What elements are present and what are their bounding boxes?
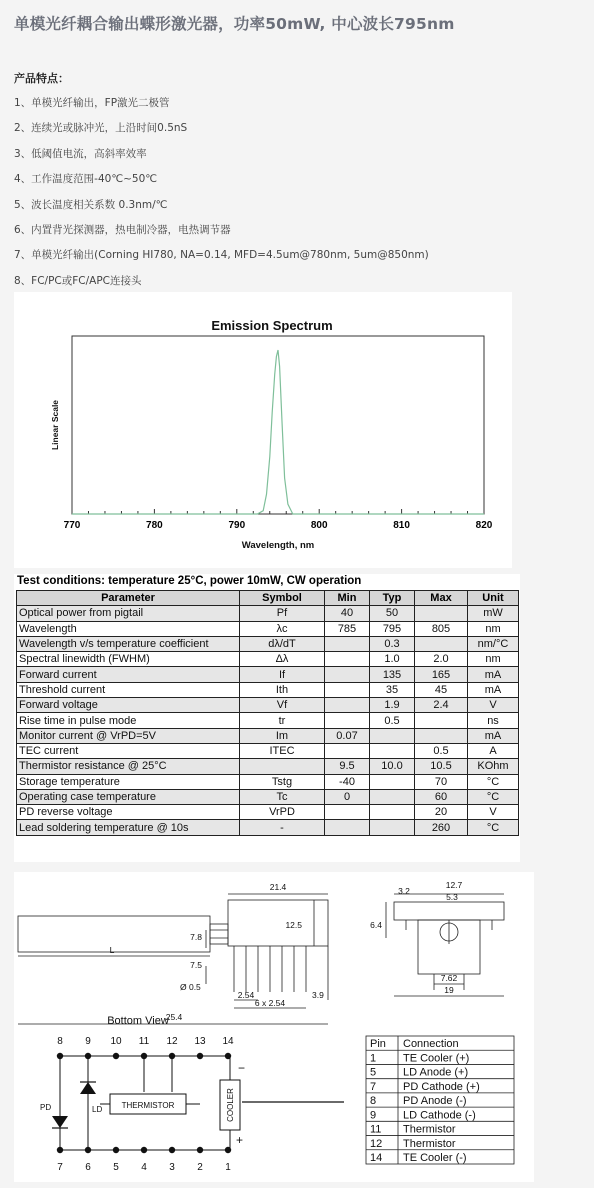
pin-number-top: 14 <box>222 1036 234 1047</box>
emission-spectrum-chart <box>14 292 512 568</box>
table-cell <box>325 805 370 820</box>
table-row <box>17 728 519 743</box>
table-cell <box>325 636 370 651</box>
table-cell: Optical power from pigtail <box>17 606 240 621</box>
table-cell: V <box>468 805 519 820</box>
table-cell <box>415 606 468 621</box>
table-cell: 805 <box>415 621 468 636</box>
table-cell <box>370 805 415 820</box>
table-cell <box>325 652 370 667</box>
test-conditions-panel <box>14 574 520 862</box>
plus-label: + <box>236 1133 244 1147</box>
pin-number-bottom: 6 <box>85 1162 91 1173</box>
pin-table-pin: 11 <box>370 1123 382 1136</box>
table-cell: 1.9 <box>370 698 415 713</box>
table-cell <box>325 743 370 758</box>
pin-number-bottom: 4 <box>141 1162 147 1173</box>
table-row <box>17 743 519 758</box>
table-cell: PD reverse voltage <box>17 805 240 820</box>
table-cell: A <box>468 743 519 758</box>
table-cell: Vf <box>240 698 325 713</box>
table-cell: VrPD <box>240 805 325 820</box>
table-cell: mW <box>468 606 519 621</box>
pin-table-pin: 9 <box>370 1109 377 1122</box>
pin-number-top: 8 <box>57 1036 63 1047</box>
table-row <box>17 606 519 621</box>
table-cell: mA <box>468 728 519 743</box>
table-cell: 35 <box>370 682 415 697</box>
table-cell: °C <box>468 820 519 835</box>
table-cell: ITEC <box>240 743 325 758</box>
table-cell <box>325 682 370 697</box>
diodes <box>52 1082 96 1128</box>
table-cell: dλ/dT <box>240 636 325 651</box>
table-row <box>17 759 519 774</box>
dim-7-5: 7.5 <box>190 960 202 970</box>
dim-5-3: 5.3 <box>446 892 458 902</box>
pin-table-pin: 1 <box>370 1052 377 1065</box>
table-cell: 70 <box>415 774 468 789</box>
table-cell: 795 <box>370 621 415 636</box>
feature-item: 6、内置背光探测器，热电制冷器，电热调节器 <box>14 223 231 236</box>
table-row <box>17 636 519 651</box>
mechanical-drawing <box>14 872 534 1182</box>
table-cell: Wavelength <box>17 621 240 636</box>
minus-label: − <box>238 1061 246 1075</box>
pd-label: PD <box>40 1103 52 1112</box>
table-cell: nm/°C <box>468 636 519 651</box>
table-cell: TEC current <box>17 743 240 758</box>
table-row <box>17 713 519 728</box>
table-cell: 165 <box>415 667 468 682</box>
column-header: Max <box>415 591 468 606</box>
table-cell: -40 <box>325 774 370 789</box>
table-cell: mA <box>468 667 519 682</box>
ld-diode-icon <box>80 1082 96 1094</box>
chart-title: Emission Spectrum <box>211 318 333 333</box>
pin-number-top: 9 <box>85 1036 91 1047</box>
table-cell: nm <box>468 621 519 636</box>
table-cell: 0 <box>325 789 370 804</box>
feature-item: 7、单模光纤输出(Corning HI780, NA=0.14, MFD=4.5um@780nm, 5um@850nm) <box>14 249 429 262</box>
pin-number-top: 11 <box>138 1036 150 1047</box>
table-cell: Threshold current <box>17 682 240 697</box>
table-cell <box>325 713 370 728</box>
table-cell: Operating case temperature <box>17 789 240 804</box>
table-cell: Monitor current @ VrPD=5V <box>17 728 240 743</box>
pin-table-connection: TE Cooler (-) <box>403 1152 467 1164</box>
pin-number-top: 10 <box>110 1036 122 1047</box>
dim-3-2: 3.2 <box>398 886 410 896</box>
spec-table <box>16 590 519 836</box>
pin-table-connection: PD Cathode (+) <box>403 1080 480 1093</box>
table-cell: 2.0 <box>415 652 468 667</box>
table-cell: Spectral linewidth (FWHM) <box>17 652 240 667</box>
features-list <box>14 93 429 296</box>
table-cell: Forward voltage <box>17 698 240 713</box>
pin-number-top: 13 <box>194 1036 206 1047</box>
table-cell: 785 <box>325 621 370 636</box>
table-cell <box>370 789 415 804</box>
pin-table-pin: 14 <box>370 1152 383 1164</box>
table-cell: 10.5 <box>415 759 468 774</box>
dim-0-5: Ø 0.5 <box>180 982 201 992</box>
column-header: Typ <box>370 591 415 606</box>
table-cell: Pf <box>240 606 325 621</box>
table-cell: 0.5 <box>370 713 415 728</box>
pin-table-pin: 7 <box>370 1080 377 1093</box>
dim-2-54: 2.54 <box>237 990 255 1000</box>
table-header-row <box>17 591 519 606</box>
table-cell: 9.5 <box>325 759 370 774</box>
table-row <box>17 667 519 682</box>
series-line <box>72 350 484 514</box>
table-cell: 0.5 <box>415 743 468 758</box>
end-flange <box>394 902 504 920</box>
table-row <box>17 652 519 667</box>
table-cell: Im <box>240 728 325 743</box>
feature-item: 1、单模光纤输出，FP激光二极管 <box>14 97 170 109</box>
x-tick-label: 820 <box>475 520 493 531</box>
pin-table-connection: PD Anode (-) <box>403 1095 467 1108</box>
pin-table-connection: LD Anode (+) <box>403 1066 469 1079</box>
table-cell: Lead soldering temperature @ 10s <box>17 820 240 835</box>
dim-12-5: 12.5 <box>285 920 302 930</box>
x-tick-label: 770 <box>63 520 81 531</box>
y-axis-label: Linear Scale <box>50 399 60 451</box>
feature-item: 5、波长温度相关系数 0.3nm/℃ <box>14 198 168 211</box>
table-cell <box>325 698 370 713</box>
table-cell: 260 <box>415 820 468 835</box>
table-cell <box>325 667 370 682</box>
pin-number-top: 12 <box>166 1036 178 1047</box>
table-cell: Tstg <box>240 774 325 789</box>
table-cell <box>370 743 415 758</box>
table-cell: 60 <box>415 789 468 804</box>
table-cell: nm <box>468 652 519 667</box>
table-cell: V <box>468 698 519 713</box>
table-cell: °C <box>468 774 519 789</box>
table-cell: 50 <box>370 606 415 621</box>
feature-item: 3、低阈值电流，高斜率效率 <box>14 147 147 160</box>
dim-6-4: 6.4 <box>370 920 382 930</box>
table-cell: °C <box>468 789 519 804</box>
table-cell: Δλ <box>240 652 325 667</box>
feature-item: 4、工作温度范围-40℃~50℃ <box>14 173 158 186</box>
pin-number-bottom: 5 <box>113 1162 119 1173</box>
table-cell: 20 <box>415 805 468 820</box>
table-cell <box>325 820 370 835</box>
table-cell <box>415 713 468 728</box>
table-cell: KOhm <box>468 759 519 774</box>
table-row <box>17 789 519 804</box>
package-body <box>228 900 328 946</box>
pin-table-connection: TE Cooler (+) <box>403 1052 470 1065</box>
pin-table-connection: LD Cathode (-) <box>403 1109 476 1122</box>
table-cell: 0.07 <box>325 728 370 743</box>
x-tick-label: 800 <box>310 520 328 531</box>
dim-25-4: 25.4 <box>165 1012 183 1022</box>
table-cell: Forward current <box>17 667 240 682</box>
table-cell: Ith <box>240 682 325 697</box>
nose <box>210 924 228 944</box>
column-header: Unit <box>468 591 519 606</box>
table-cell <box>370 820 415 835</box>
pin-table-header: Pin <box>370 1038 386 1051</box>
spectrum-svg <box>14 292 512 568</box>
pin-number-bottom: 7 <box>57 1162 63 1173</box>
pin-table <box>366 1036 514 1164</box>
pin-number-bottom: 1 <box>225 1162 231 1173</box>
table-cell <box>240 759 325 774</box>
x-tick-label: 790 <box>228 520 246 531</box>
dim-7-62: 7.62 <box>440 973 458 983</box>
table-cell: If <box>240 667 325 682</box>
table-cell <box>415 636 468 651</box>
table-cell: 10.0 <box>370 759 415 774</box>
table-row <box>17 698 519 713</box>
table-row <box>17 682 519 697</box>
table-cell: 1.0 <box>370 652 415 667</box>
pin-table-pin: 8 <box>370 1095 377 1108</box>
circuit-labels <box>40 1061 245 1147</box>
table-cell: 0.3 <box>370 636 415 651</box>
table-cell: 45 <box>415 682 468 697</box>
table-cell: mA <box>468 682 519 697</box>
pin-table-pin: 12 <box>370 1137 383 1150</box>
ld-label: LD <box>92 1105 103 1114</box>
feature-item: 2、连续光或脉冲光，上沿时间0.5nS <box>14 122 188 135</box>
table-row <box>17 621 519 636</box>
dim-19: 19 <box>444 985 454 995</box>
pin-table-header: Connection <box>403 1038 459 1051</box>
circuit <box>60 1056 344 1150</box>
bottom-view-label: Bottom View <box>107 1015 169 1027</box>
table-cell: 2.4 <box>415 698 468 713</box>
column-header: Min <box>325 591 370 606</box>
table-cell: Storage temperature <box>17 774 240 789</box>
table-cell: Tc <box>240 789 325 804</box>
x-tick-label: 810 <box>393 520 410 531</box>
pin-table-pin: 5 <box>370 1066 377 1079</box>
table-cell <box>415 728 468 743</box>
feature-item: 8、FC/PC或FC/APC连接头 <box>14 274 142 287</box>
dim-L: L <box>109 945 115 955</box>
column-header: Symbol <box>240 591 325 606</box>
test-conditions-caption: Test conditions: temperature 25°C, power 10mW, CW operation <box>17 575 362 587</box>
table-cell <box>370 728 415 743</box>
table-cell: ns <box>468 713 519 728</box>
table-cell: Rise time in pulse mode <box>17 713 240 728</box>
plot-frame <box>72 336 484 514</box>
dim-12-7: 12.7 <box>445 880 463 890</box>
table-cell: - <box>240 820 325 835</box>
thermistor-label: THERMISTOR <box>121 1101 175 1110</box>
table-row <box>17 774 519 789</box>
table-cell: tr <box>240 713 325 728</box>
dim-7-8: 7.8 <box>190 932 202 942</box>
table-cell: λc <box>240 621 325 636</box>
table-cell: Thermistor resistance @ 25°C <box>17 759 240 774</box>
page-title: 单模光纤耦合输出蝶形激光器，功率50mW, 中心波长795nm <box>14 15 455 33</box>
pin-number-bottom: 2 <box>197 1162 203 1173</box>
table-cell <box>370 774 415 789</box>
dim-6x2-54: 6 x 2.54 <box>254 998 286 1008</box>
cooler-label: COOLER <box>226 1088 235 1122</box>
table-cell: 40 <box>325 606 370 621</box>
table-cell: 135 <box>370 667 415 682</box>
x-axis-label: Wavelength, nm <box>241 540 315 551</box>
pd-diode-icon <box>52 1116 68 1128</box>
dim-3-9: 3.9 <box>312 990 324 1000</box>
table-row <box>17 805 519 820</box>
column-header: Parameter <box>17 591 240 606</box>
pin-table-connection: Thermistor <box>403 1123 456 1136</box>
pin-table-connection: Thermistor <box>403 1137 456 1150</box>
pin-number-bottom: 3 <box>169 1162 175 1173</box>
table-cell: Wavelength v/s temperature coefficient <box>17 636 240 651</box>
x-tick-label: 780 <box>146 520 163 531</box>
drawing-svg <box>14 872 534 1182</box>
table-row <box>17 820 519 835</box>
features-heading: 产品特点： <box>14 72 69 85</box>
dim-21-4: 21.4 <box>269 882 287 892</box>
